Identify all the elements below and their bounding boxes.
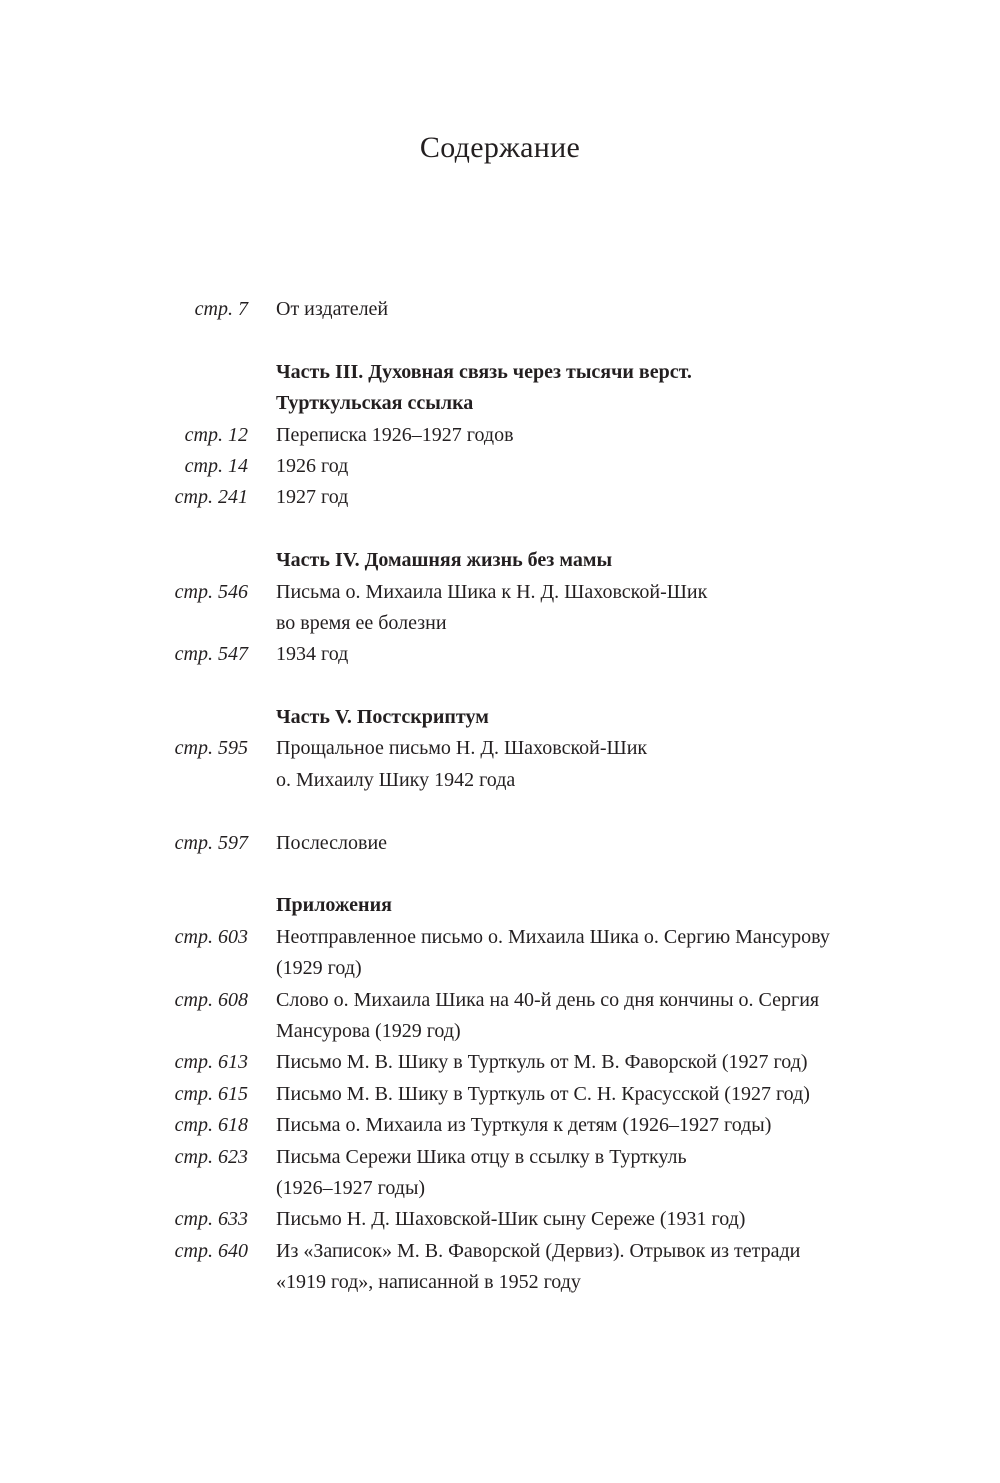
page-ref: стр. 640 [174, 1239, 248, 1262]
toc-entry [0, 733, 1000, 764]
entry-title: Переписка 1926–1927 годов [276, 423, 514, 446]
toc-entry [0, 451, 1000, 482]
page-ref: стр. 618 [174, 1114, 248, 1137]
page-ref: стр. 597 [174, 831, 248, 854]
page-ref: стр. 7 [194, 298, 248, 320]
section-heading-line: Часть V. Постскриптум [276, 706, 489, 729]
section-heading [0, 890, 1000, 921]
entry-title: Письма о. Михаила из Турткуля к детям (1926–1927 годы) [276, 1114, 772, 1137]
section-heading [0, 702, 1000, 733]
toc-entry-continuation [0, 953, 1000, 984]
page-ref: стр. 608 [174, 988, 248, 1011]
entry-title: Прощальное письмо Н. Д. Шаховской-Шик [276, 737, 648, 760]
toc-entry-continuation [0, 1173, 1000, 1204]
entry-title: «1919 год», написанной в 1952 году [276, 1271, 581, 1294]
page-ref: стр. 12 [184, 423, 248, 446]
entry-title: о. Михаилу Шику 1942 года [276, 768, 516, 791]
entry-title: 1927 год [276, 486, 349, 509]
page-ref: стр. 633 [174, 1208, 248, 1231]
page-ref: стр. 547 [174, 643, 248, 666]
toc-entry [0, 828, 1000, 859]
entry-title: Слово о. Михаила Шика на 40-й день со дня кончины о. Сергия [276, 988, 820, 1011]
section-heading-line: Приложения [276, 894, 392, 917]
entry-title: Из «Записок» М. В. Фаворской (Дервиз). Отрывок из тетради [276, 1239, 801, 1262]
toc-entry [0, 294, 1000, 325]
entry-title: 1934 год [276, 643, 349, 666]
entry-title: Письмо М. В. Шику в Турткуль от М. В. Фаворской (1927 год) [276, 1051, 808, 1074]
toc-entry [0, 985, 1000, 1016]
section-heading-line: Часть IV. Домашняя жизнь без мамы [276, 549, 613, 572]
table-of-contents [0, 294, 1000, 1299]
entry-title: 1926 год [276, 454, 349, 477]
section-heading [0, 388, 1000, 419]
page-ref: стр. 615 [174, 1082, 248, 1105]
entry-title: во время ее болезни [276, 611, 447, 634]
toc-entry [0, 1142, 1000, 1173]
toc-entry-continuation [0, 1267, 1000, 1298]
toc-entry [0, 482, 1000, 513]
section-heading [0, 545, 1000, 576]
entry-title: Письмо М. В. Шику в Турткуль от С. Н. Красусской (1927 год) [276, 1082, 810, 1105]
entry-title: (1929 год) [276, 957, 362, 980]
toc-entry [0, 1110, 1000, 1141]
page-title: Содержание [419, 131, 581, 164]
entry-title: Письма Сережи Шика отцу в ссылку в Турткуль [276, 1145, 687, 1168]
entry-title: Письмо Н. Д. Шаховской-Шик сыну Сереже (1931 год) [276, 1208, 746, 1231]
toc-entry [0, 577, 1000, 608]
toc-entry [0, 1236, 1000, 1267]
toc-entry [0, 1047, 1000, 1078]
toc-entry-continuation [0, 765, 1000, 796]
page-ref: стр. 613 [174, 1051, 248, 1074]
page-ref: стр. 14 [184, 454, 248, 477]
toc-entry [0, 922, 1000, 953]
section-heading [0, 357, 1000, 388]
page-ref: стр. 623 [174, 1145, 248, 1168]
toc-entry [0, 1204, 1000, 1235]
entry-title: От издателей [276, 298, 389, 320]
section-heading-line: Часть III. Духовная связь через тысячи верст. [276, 360, 692, 383]
toc-entry-continuation [0, 1016, 1000, 1047]
entry-title: Мансурова (1929 год) [276, 1019, 461, 1042]
page-ref: стр. 546 [174, 580, 248, 603]
page-ref: стр. 241 [174, 486, 248, 509]
toc-entry [0, 420, 1000, 451]
toc-entry [0, 1079, 1000, 1110]
entry-title: Письма о. Михаила Шика к Н. Д. Шаховской-Шик [276, 580, 708, 603]
page-ref: стр. 603 [174, 925, 248, 948]
toc-entry [0, 639, 1000, 670]
page-ref: стр. 595 [174, 737, 248, 760]
entry-title: (1926–1927 годы) [276, 1176, 426, 1199]
toc-entry-continuation [0, 608, 1000, 639]
entry-title: Послесловие [276, 831, 388, 854]
section-heading-line: Турткульская ссылка [276, 392, 474, 415]
entry-title: Неотправленное письмо о. Михаила Шика о. Сергию Мансурову [276, 925, 830, 948]
